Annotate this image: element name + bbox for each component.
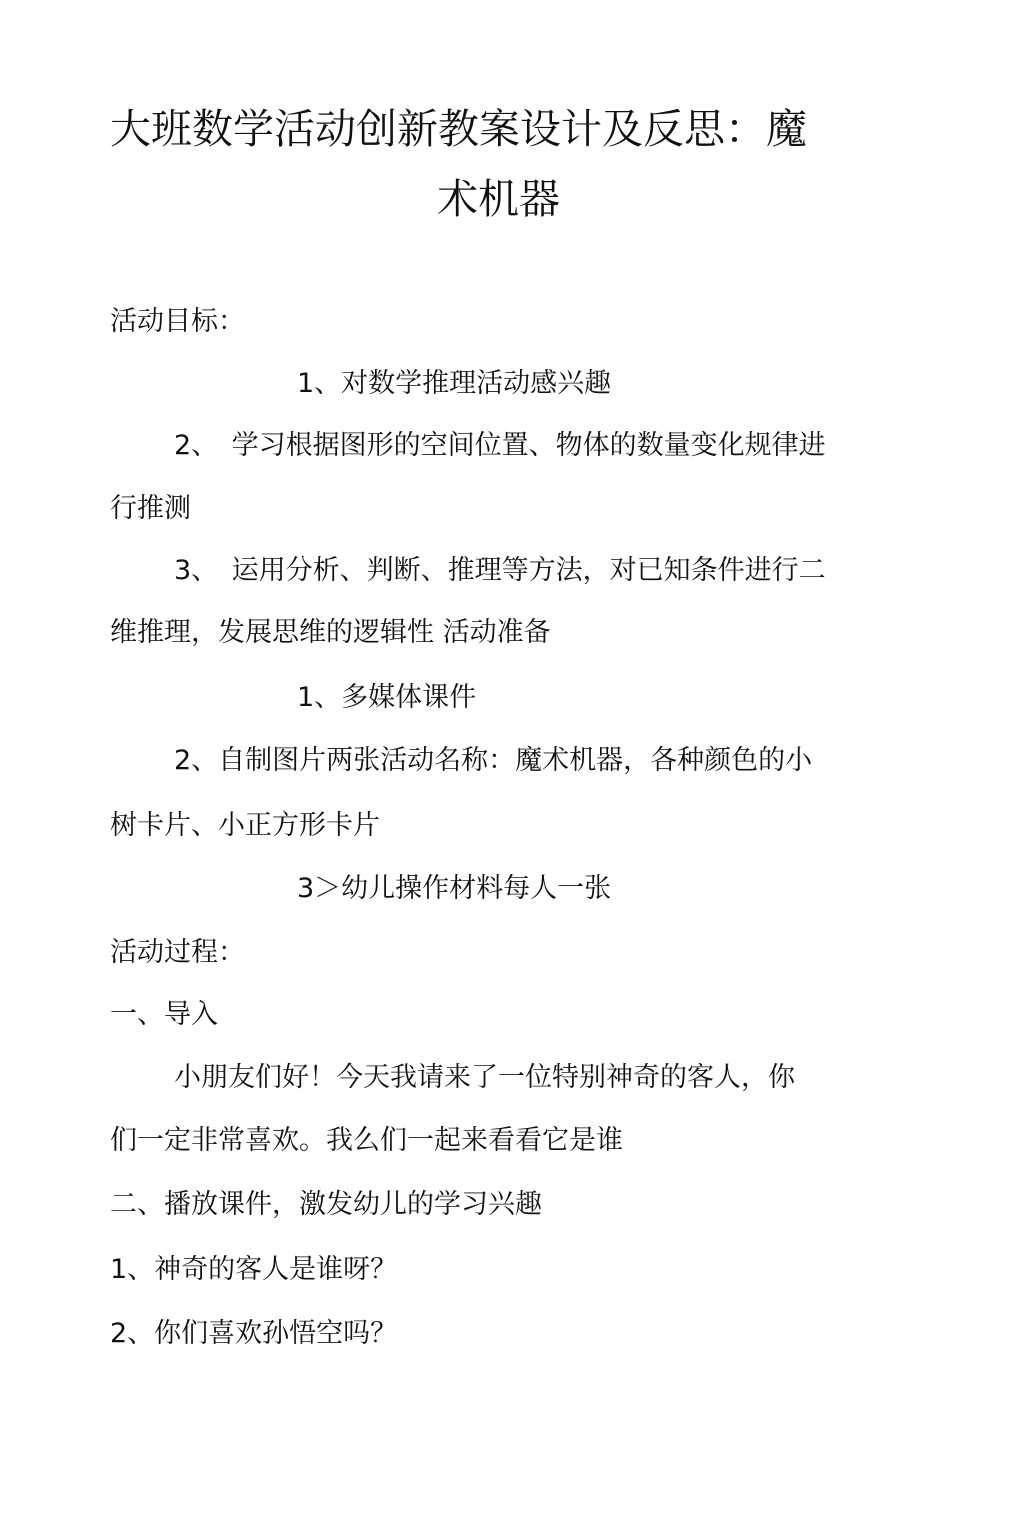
process-step-1-heading: 一、导入 (110, 999, 218, 1030)
process-question-2: 2、你们喜欢孙悟空吗？ (110, 1318, 398, 1349)
goal-item-3: 3、 运用分析、判断、推理等方法，对已知条件进行二 (174, 555, 826, 586)
document-title-line-1: 大班数学活动创新教案设计及反思：魔 (110, 105, 807, 153)
prep-item-2-cont: 树卡片、小正方形卡片 (110, 810, 380, 841)
section-heading-goals: 活动目标： (110, 306, 245, 337)
prep-item-3: 3＞幼儿操作材料每人一张 (297, 873, 612, 904)
process-step-1-text-cont: 们一定非常喜欢。我么们一起来看看它是谁 (110, 1125, 623, 1156)
goal-item-3-cont: 维推理，发展思维的逻辑性 活动准备 (110, 617, 551, 648)
document-title-line-2: 术机器 (437, 175, 560, 223)
goal-item-1: 1、对数学推理活动感兴趣 (297, 368, 612, 399)
goal-item-2: 2、 学习根据图形的空间位置、物体的数量变化规律进 (174, 430, 826, 461)
process-question-1: 1、神奇的客人是谁呀？ (110, 1254, 398, 1285)
section-heading-process: 活动过程： (110, 937, 245, 968)
process-step-2-heading: 二、播放课件，激发幼儿的学习兴趣 (110, 1189, 542, 1220)
goal-item-2-cont: 行推测 (110, 493, 191, 524)
prep-item-1: 1、多媒体课件 (297, 682, 477, 713)
process-step-1-text: 小朋友们好！今天我请来了一位特别神奇的客人，你 (174, 1062, 795, 1093)
prep-item-2: 2、自制图片两张活动名称：魔术机器，各种颜色的小 (174, 745, 813, 776)
